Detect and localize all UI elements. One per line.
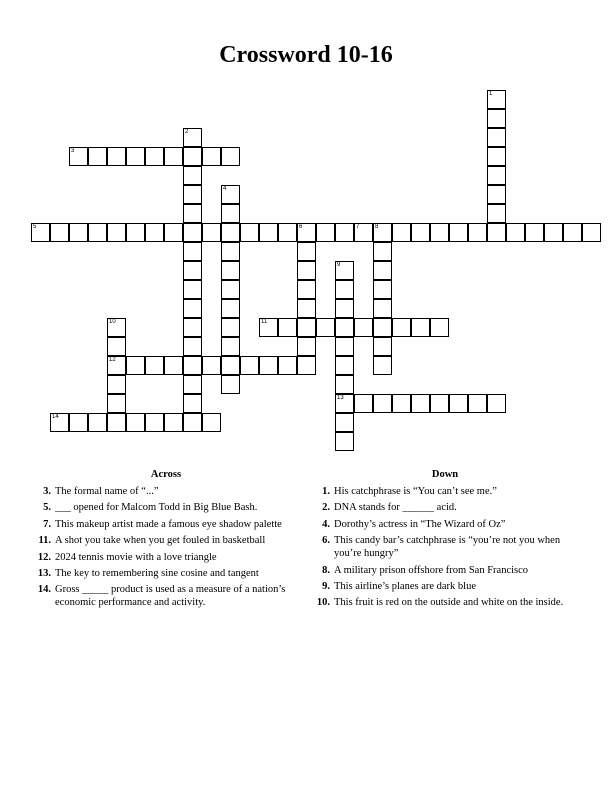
- grid-cell[interactable]: [373, 299, 392, 318]
- grid-cell[interactable]: [487, 204, 506, 223]
- clue-number: 14.: [37, 584, 51, 596]
- grid-cell[interactable]: [392, 223, 411, 242]
- clue-text: Gross _____ product is used as a measure of a nation’s economic performance and activity.: [55, 584, 286, 609]
- clue-text: A shot you take when you get fouled in basketball: [55, 535, 266, 547]
- grid-cell[interactable]: [373, 261, 392, 280]
- grid-cell[interactable]: [145, 356, 164, 375]
- grid-cell[interactable]: [297, 223, 316, 242]
- grid-cell[interactable]: [487, 166, 506, 185]
- grid-cell[interactable]: [240, 223, 259, 242]
- grid-cell[interactable]: [183, 128, 202, 147]
- clue-number: 6.: [322, 535, 330, 547]
- grid-cell[interactable]: [373, 337, 392, 356]
- clue-text: This airline’s planes are dark blue: [334, 580, 476, 592]
- grid-cell[interactable]: [335, 394, 354, 413]
- clue-number: 2.: [322, 502, 330, 514]
- grid-cell[interactable]: [525, 223, 544, 242]
- grid-cell[interactable]: [107, 413, 126, 432]
- grid-cell[interactable]: [107, 394, 126, 413]
- down-clue: [314, 580, 576, 593]
- cell-number: 12: [109, 357, 116, 363]
- grid-cell[interactable]: [373, 223, 392, 242]
- grid-cell[interactable]: [164, 147, 183, 166]
- grid-cell[interactable]: [221, 337, 240, 356]
- grid-cell[interactable]: [544, 223, 563, 242]
- cell-number: 13: [337, 395, 344, 401]
- grid-cell[interactable]: [354, 318, 373, 337]
- clue-text: This fruit is red on the outside and white on the inside.: [334, 597, 564, 609]
- grid-cell[interactable]: [183, 147, 202, 166]
- grid-cell[interactable]: [183, 166, 202, 185]
- grid-cell[interactable]: [297, 299, 316, 318]
- grid-cell[interactable]: [31, 223, 50, 242]
- down-clue: [314, 534, 576, 560]
- grid-cell[interactable]: [335, 223, 354, 242]
- grid-cell[interactable]: [354, 223, 373, 242]
- grid-cell[interactable]: [430, 223, 449, 242]
- grid-cell[interactable]: [107, 375, 126, 394]
- grid-cell[interactable]: [183, 394, 202, 413]
- across-clues: [35, 468, 297, 613]
- grid-cell[interactable]: [411, 318, 430, 337]
- grid-cell[interactable]: [69, 147, 88, 166]
- grid-cell[interactable]: [316, 318, 335, 337]
- grid-cell[interactable]: [487, 185, 506, 204]
- clue-text: 2024 tennis movie with a love triangle: [55, 551, 217, 563]
- down-clue: [314, 501, 576, 514]
- grid-cell[interactable]: [126, 223, 145, 242]
- grid-cell[interactable]: [335, 413, 354, 432]
- grid-cell[interactable]: [221, 204, 240, 223]
- across-clue: [35, 518, 297, 531]
- across-clue: [35, 501, 297, 514]
- cell-number: 7: [356, 224, 360, 230]
- cell-number: 1: [489, 91, 493, 97]
- grid-cell[interactable]: [221, 356, 240, 375]
- grid-cell[interactable]: [183, 375, 202, 394]
- across-clue: [35, 567, 297, 580]
- grid-cell[interactable]: [335, 375, 354, 394]
- cell-number: 2: [185, 129, 189, 135]
- grid-cell[interactable]: [335, 356, 354, 375]
- cell-number: 5: [33, 224, 37, 230]
- grid-cell[interactable]: [487, 394, 506, 413]
- grid-cell[interactable]: [183, 413, 202, 432]
- grid-cell[interactable]: [221, 375, 240, 394]
- clue-text: DNA stands for ______ acid.: [334, 502, 457, 514]
- grid-cell[interactable]: [259, 356, 278, 375]
- grid-cell[interactable]: [297, 280, 316, 299]
- grid-cell[interactable]: [126, 147, 145, 166]
- grid-cell[interactable]: [107, 318, 126, 337]
- cell-number: 9: [337, 262, 341, 268]
- grid-cell[interactable]: [164, 356, 183, 375]
- grid-cell[interactable]: [278, 223, 297, 242]
- cell-number: 3: [71, 148, 75, 154]
- grid-cell[interactable]: [487, 90, 506, 109]
- clue-text: A military prison offshore from San Francisco: [334, 564, 529, 576]
- grid-cell[interactable]: [221, 318, 240, 337]
- grid-cell[interactable]: [335, 432, 354, 451]
- grid-cell[interactable]: [430, 318, 449, 337]
- grid-cell[interactable]: [107, 356, 126, 375]
- grid-cell[interactable]: [164, 223, 183, 242]
- grid-cell[interactable]: [335, 337, 354, 356]
- grid-cell[interactable]: [183, 299, 202, 318]
- grid-cell[interactable]: [183, 318, 202, 337]
- down-clue: [314, 485, 576, 498]
- grid-cell[interactable]: [126, 413, 145, 432]
- grid-cell[interactable]: [487, 147, 506, 166]
- grid-cell[interactable]: [107, 147, 126, 166]
- grid-cell[interactable]: [202, 356, 221, 375]
- grid-cell[interactable]: [506, 223, 525, 242]
- grid-cell[interactable]: [449, 223, 468, 242]
- grid-cell[interactable]: [145, 413, 164, 432]
- grid-cell[interactable]: [297, 242, 316, 261]
- grid-cell[interactable]: [145, 147, 164, 166]
- grid-cell[interactable]: [88, 223, 107, 242]
- clue-number: 3.: [43, 486, 51, 497]
- grid-cell[interactable]: [297, 318, 316, 337]
- grid-cell[interactable]: [373, 242, 392, 261]
- across-clue: [35, 485, 297, 498]
- clue-number: 7.: [43, 518, 51, 530]
- clue-text: The formal name of “...”: [55, 486, 159, 497]
- clue-text: Dorothy’s actress in “The Wizard of Oz”: [334, 518, 506, 530]
- clue-text: This candy bar’s catchphrase is “you’re not you when you’re hungry”: [334, 535, 561, 560]
- grid-cell[interactable]: [487, 109, 506, 128]
- grid-cell[interactable]: [240, 356, 259, 375]
- grid-cell[interactable]: [221, 185, 240, 204]
- grid-cell[interactable]: [335, 261, 354, 280]
- grid-cell[interactable]: [278, 318, 297, 337]
- grid-cell[interactable]: [373, 356, 392, 375]
- across-heading: Across: [150, 469, 182, 480]
- grid-cell[interactable]: [563, 223, 582, 242]
- grid-cell[interactable]: [145, 223, 164, 242]
- cell-number: 10: [109, 319, 116, 325]
- across-clue: [35, 551, 297, 564]
- grid-cell[interactable]: [297, 337, 316, 356]
- grid-cell[interactable]: [221, 242, 240, 261]
- grid-cell[interactable]: [392, 318, 411, 337]
- grid-cell[interactable]: [183, 337, 202, 356]
- clue-number: 10.: [316, 597, 330, 609]
- grid-cell[interactable]: [221, 280, 240, 299]
- grid-cell[interactable]: [316, 223, 335, 242]
- down-clue: [314, 564, 576, 577]
- grid-cell[interactable]: [183, 280, 202, 299]
- grid-cell[interactable]: [221, 299, 240, 318]
- cell-number: 4: [223, 186, 227, 192]
- clue-number: 8.: [322, 564, 330, 576]
- clue-number: 5.: [43, 502, 51, 514]
- grid-cell[interactable]: [221, 147, 240, 166]
- clue-number: 9.: [322, 580, 330, 592]
- grid-cell[interactable]: [183, 261, 202, 280]
- grid-cell[interactable]: [449, 394, 468, 413]
- grid-cell[interactable]: [335, 299, 354, 318]
- grid-cell[interactable]: [107, 223, 126, 242]
- grid-cell[interactable]: [183, 204, 202, 223]
- grid-cell[interactable]: [202, 147, 221, 166]
- grid-cell[interactable]: [354, 394, 373, 413]
- cell-number: 11: [261, 319, 268, 325]
- grid-cell[interactable]: [430, 394, 449, 413]
- cell-number: 6: [299, 224, 303, 230]
- grid-cell[interactable]: [487, 128, 506, 147]
- grid-cell[interactable]: [183, 223, 202, 242]
- grid-cell[interactable]: [88, 413, 107, 432]
- grid-cell[interactable]: [373, 280, 392, 299]
- cell-number: 14: [52, 414, 59, 420]
- grid-cell[interactable]: [297, 261, 316, 280]
- grid-cell[interactable]: [107, 337, 126, 356]
- grid-cell[interactable]: [392, 394, 411, 413]
- grid-cell[interactable]: [468, 223, 487, 242]
- grid-cell[interactable]: [259, 318, 278, 337]
- grid-cell[interactable]: [183, 242, 202, 261]
- grid-cell[interactable]: [221, 261, 240, 280]
- grid-cell[interactable]: [373, 394, 392, 413]
- down-clue: [314, 596, 576, 609]
- clue-number: 1.: [322, 486, 330, 497]
- grid-cell[interactable]: [50, 223, 69, 242]
- grid-cell[interactable]: [411, 223, 430, 242]
- grid-cell[interactable]: [221, 223, 240, 242]
- grid-cell[interactable]: [183, 185, 202, 204]
- clue-number: 12.: [37, 551, 51, 563]
- down-clues: [314, 468, 576, 613]
- clue-text: This makeup artist made a famous eye shadow palette: [55, 518, 282, 530]
- grid-cell[interactable]: [69, 223, 88, 242]
- grid-cell[interactable]: [88, 147, 107, 166]
- clue-text: His catchphrase is “You can’t see me.”: [334, 486, 497, 497]
- grid-cell[interactable]: [259, 223, 278, 242]
- clue-number: 11.: [38, 535, 51, 547]
- across-clue: [35, 583, 297, 609]
- grid-cell[interactable]: [411, 394, 430, 413]
- grid-cell[interactable]: [373, 318, 392, 337]
- across-clue: [35, 534, 297, 547]
- grid-cell[interactable]: [468, 394, 487, 413]
- grid-cell[interactable]: [335, 318, 354, 337]
- grid-cell[interactable]: [69, 413, 88, 432]
- cell-number: 8: [375, 224, 379, 230]
- grid-cell[interactable]: [164, 413, 183, 432]
- grid-cell[interactable]: [297, 356, 316, 375]
- grid-cell[interactable]: [487, 223, 506, 242]
- clue-number: 4.: [322, 518, 330, 530]
- grid-cell[interactable]: [50, 413, 69, 432]
- page-title: Crossword 10-16: [219, 42, 393, 68]
- grid-cell[interactable]: [202, 223, 221, 242]
- grid-cell[interactable]: [335, 280, 354, 299]
- clue-text: ___ opened for Malcom Todd in Big Blue Bash.: [55, 502, 258, 514]
- clue-number: 13.: [37, 567, 51, 579]
- down-clue: [314, 518, 576, 531]
- grid-cell[interactable]: [582, 223, 601, 242]
- grid-cell[interactable]: [278, 356, 297, 375]
- down-heading: Down: [431, 469, 459, 480]
- grid-cell[interactable]: [126, 356, 145, 375]
- grid-cell[interactable]: [202, 413, 221, 432]
- grid-cell[interactable]: [183, 356, 202, 375]
- clue-text: The key to remembering sine cosine and tangent: [55, 567, 259, 579]
